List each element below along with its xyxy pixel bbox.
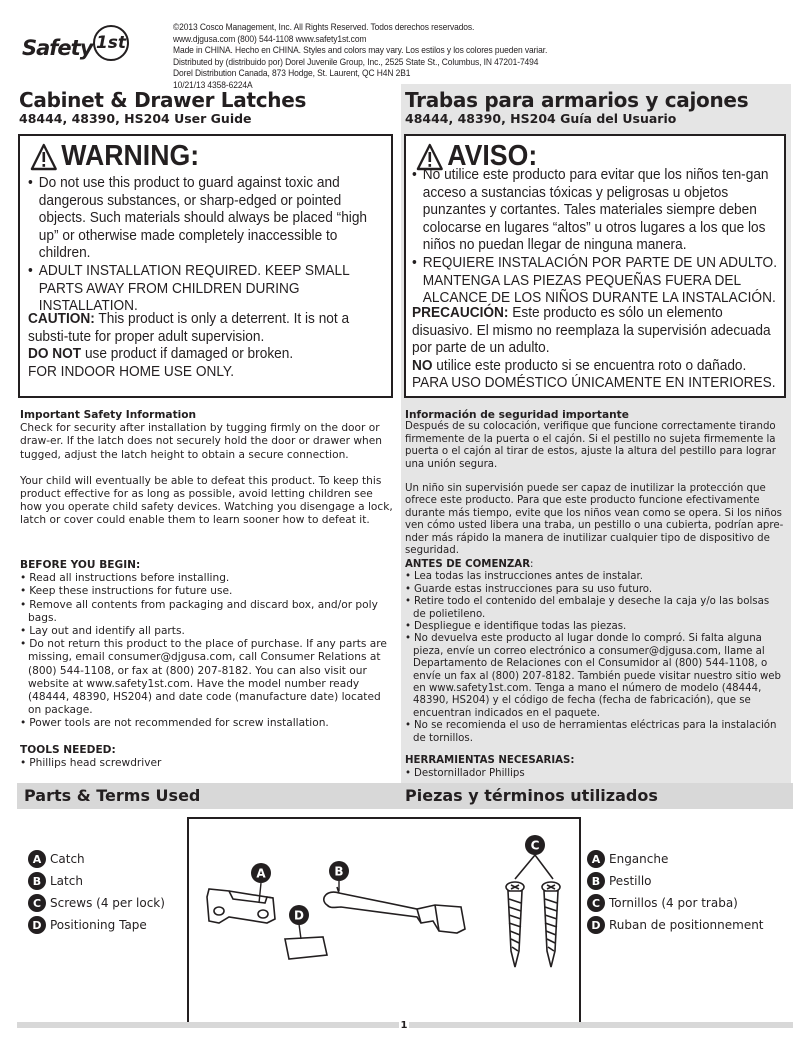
part-letter-badge: B <box>587 872 605 890</box>
diagram-label-b <box>329 861 349 891</box>
svg-text:D: D <box>294 908 304 923</box>
safety-heading-en: Important Safety Information <box>20 409 197 421</box>
warning-box-es <box>404 134 786 398</box>
list-item: • Guarde estas instrucciones para su uso futuro. <box>405 584 785 596</box>
list-item: • No se recomienda el uso de herramientas eléctricas para la instalación de tornillos. <box>405 720 785 745</box>
part-letter-badge: A <box>28 850 46 868</box>
part-letter-badge: D <box>28 916 46 934</box>
subtitle-en: 48444, 48390, HS204 User Guide <box>19 111 252 126</box>
svg-text:B: B <box>334 864 344 879</box>
list-item: • Read all instructions before installing. <box>20 572 396 585</box>
safety-heading-es: Información de seguridad importante <box>405 409 629 421</box>
safety-1st-logo <box>22 22 132 66</box>
warning-bullet: • Do not use this product to guard against toxic and dangerous substances, or sharp-edged or pointed objects. Such materials should always be placed “high up” or otherwise made completely inaccessible to children. <box>28 174 368 262</box>
caution-label-es: PRECAUCIÓN: <box>412 304 509 321</box>
warning-bullet: • REQUIERE INSTALACIÓN POR PARTE DE UN ADULTO. MANTENGA LAS PIEZAS PEQUEÑAS FUERA DEL ALCANCE DE LOS NIÑOS DURANTE LA INSTALACIÓN. <box>412 253 777 307</box>
legal-line: Dorel Distribution Canada, 873 Hodge, St. Laurent, QC H4N 2B1 <box>173 68 411 79</box>
before-heading-en: BEFORE YOU BEGIN: <box>20 559 141 571</box>
caution-en: CAUTION: This product is only a deterrent. It is not a substi-tute for proper adult supervision. DO NOT use product if damaged or broken. FOR INDOOR HOME USE ONLY. <box>28 310 388 380</box>
safety-paragraph: Un niño sin supervisión puede ser capaz de inutilizar la protección que ofrece este producto. Para que este producto funcione efectivamente durante más tiempo, evite que los niños vean como se opera. Si los niños ven cómo usted libera una traba, un pestillo o una cubierta, podrían apre-nder más rápido la manera de inutilizar cualquier tipo de dispositivo de seguridad. <box>405 483 784 557</box>
legal-line: ©2013 Cosco Management, Inc. All Rights Reserved. Todos derechos reservados. <box>173 22 475 32</box>
donot-label-en: DO NOT <box>28 345 82 363</box>
diagram-label-d <box>289 905 309 939</box>
tools-heading-en: TOOLS NEEDED: <box>20 743 116 756</box>
part-label: Catch <box>50 852 85 866</box>
caution-es: PRECAUCIÓN: Este producto es sólo un elemento disuasivo. El mismo no reemplaza la supervisión adecuada por parte de un adulto. NO utilice este producto si se encuentra roto o dañado. PARA USO DOMÉSTICO ÚNICAMENTE EN INTERIORES. <box>412 304 776 392</box>
before-you-begin-en <box>20 559 396 770</box>
parts-illustration <box>189 819 579 1023</box>
part-label: Tornillos (4 por traba) <box>609 896 738 910</box>
legend-item <box>28 848 165 870</box>
screws <box>506 855 560 967</box>
list-item: • Power tools are not recommended for screw installation. <box>20 717 396 730</box>
list-item: • Lea todas las instrucciones antes de instalar. <box>405 571 785 583</box>
warning-triangle-icon <box>30 143 58 171</box>
legal-notice <box>173 22 573 92</box>
parts-diagram <box>187 817 581 1025</box>
warning-box-en <box>18 134 393 398</box>
before-list-en <box>20 572 396 730</box>
warning-list-en <box>28 174 388 315</box>
warning-title-en: WARNING: <box>61 140 200 172</box>
title-es: Trabas para armarios y cajones <box>405 88 749 112</box>
warning-bullet: • ADULT INSTALLATION REQUIRED. KEEP SMALL PARTS AWAY FROM CHILDREN DURING INSTALLATION. <box>28 261 350 315</box>
subtitle-es-models: 48444, 48390, HS204 <box>405 111 556 126</box>
safety-paragraph: Después de su colocación, verifique que funcione correctamente tirando firmemente de la puerta o el cajón. Si el pestillo no sujeta firmemente la puerta o el cajón al tirar de estos, ajuste la altura del pestillo para lograr una unión segura. <box>405 421 776 470</box>
svg-text:C: C <box>530 838 540 853</box>
legal-line: Distributed by (distribuido por) Dorel Juvenile Group, Inc., 2525 State St., Columbus, IN 47201-7494 <box>173 56 539 67</box>
part-label: Pestillo <box>609 874 652 888</box>
list-item: • Keep these instructions for future use. <box>20 585 396 598</box>
before-heading-es-wrap: ANTES DE COMENZAR: <box>405 559 534 570</box>
list-item: • Phillips head screwdriver <box>20 757 396 770</box>
diagram-label-c <box>525 835 545 855</box>
part-letter-badge: C <box>587 894 605 912</box>
before-list-es <box>405 571 785 745</box>
legal-line: Made in CHINA. Hecho en CHINA. Styles and colors may vary. Los estilos y los colores pueden variar. <box>173 45 548 56</box>
parts-legend-en <box>28 848 165 936</box>
parts-title-es: Piezas y términos utilizados <box>405 786 658 805</box>
legal-line: 10/21/13 4358-6224A <box>173 79 253 90</box>
parts-legend-es <box>587 848 764 936</box>
part-label: Latch <box>50 874 83 888</box>
logo-mark: 1st <box>93 25 129 61</box>
list-item: • Remove all contents from packaging and discard box, and/or poly bags. <box>20 599 396 625</box>
legend-item <box>587 848 764 870</box>
part-label: Screws (4 per lock) <box>50 896 165 910</box>
legend-item <box>587 914 764 936</box>
part-label: Ruban de positionnement <box>609 918 764 932</box>
list-item: • No devuelva este producto al lugar donde lo compró. Si falta alguna pieza, envíe un correo electrónico a consumer@djgusa.com, llame al Departamento de Relaciones con el Consumidor al (800) 544-1108, o envíe un fax al (800) 207-8182. También puede visitar nuestro sitio web en www.safety1st.com. Tenga a mano el número de modelo (48444, 48390, HS204) y el código de fecha (fecha de fabricación), que se encuentran indicados en el paquete. <box>405 633 785 720</box>
before-heading-es: ANTES DE COMENZAR <box>405 559 531 570</box>
parts-title-en: Parts & Terms Used <box>24 786 201 805</box>
logo-text: Safety <box>22 36 93 60</box>
list-item: • Despliegue e identifique todas las piezas. <box>405 621 785 633</box>
legend-item <box>587 870 764 892</box>
tools-list-es <box>405 768 785 780</box>
legend-item <box>28 892 165 914</box>
part-label: Positioning Tape <box>50 918 147 932</box>
tools-list-en <box>20 757 396 770</box>
part-letter-badge: B <box>28 872 46 890</box>
part-letter-badge: C <box>28 894 46 912</box>
page-number: 1 <box>400 1020 408 1031</box>
indoor-use-en: FOR INDOOR HOME USE ONLY. <box>28 362 235 380</box>
title-en: Cabinet & Drawer Latches <box>19 88 307 112</box>
catch-part <box>207 889 275 923</box>
before-you-begin-es <box>405 559 785 780</box>
warning-bullet: • No utilice este producto para evitar que los niños ten-gan acceso a sustancias tóxicas y peligrosas u objetos punzantes y cortantes. Tales materiales siempre deben colocarse en lugares “altos” u otros lugares a los que los niños no puedan llegar de ninguna manera. <box>412 166 769 254</box>
subtitle-es-guide: Guía del Usuario <box>555 111 677 126</box>
latch-part <box>324 887 465 933</box>
tools-heading-es: HERRAMIENTAS NECESARIAS: <box>405 755 575 767</box>
legend-item <box>28 870 165 892</box>
indoor-use-es: PARA USO DOMÉSTICO ÚNICAMENTE EN INTERIORES. <box>412 374 776 392</box>
svg-text:A: A <box>256 866 266 881</box>
part-letter-badge: D <box>587 916 605 934</box>
warning-list-es <box>412 166 777 307</box>
list-item: • Lay out and identify all parts. <box>20 625 396 638</box>
list-item: • Destornillador Phillips <box>405 768 785 780</box>
list-item: • Do not return this product to the place of purchase. If any parts are missing, email consumer@djgusa.com, call Consumer Relations at (800) 544-1108, or fax at (800) 207-8182. You can also visit our website at www.safety1st.com. Have the model number ready (48444, 48390, HS204) and date code (manufacture date) located on package. <box>20 638 396 717</box>
subtitle-es <box>405 111 676 126</box>
legend-item <box>28 914 165 936</box>
safety-paragraph: Check for security after installation by tugging firmly on the door or draw-er. If the latch does not securely hold the door or drawer when tugged, adjust the latch height to obtain a secure connection. <box>20 422 382 461</box>
positioning-tape <box>285 937 327 959</box>
part-letter-badge: A <box>587 850 605 868</box>
caution-label-en: CAUTION: <box>28 310 95 327</box>
legend-item <box>587 892 764 914</box>
legal-line: www.djgusa.com (800) 544-1108 www.safety1st.com <box>173 33 367 44</box>
safety-info-en <box>20 409 396 528</box>
warning-heading-en <box>30 140 199 173</box>
safety-info-es <box>405 409 785 557</box>
warning-title-es: AVISO: <box>447 140 538 172</box>
donot-label-es: NO <box>412 356 433 374</box>
list-item: • Retire todo el contenido del embalaje y deseche la caja y/o las bolsas de polietileno. <box>405 596 785 621</box>
safety-paragraph: Your child will eventually be able to defeat this product. To keep this product effective for as long as possible, avoid letting children see how you operate child safety devices. Watching you disengage a lock, latch or cover could enable them to learn sooner how to defeat it. <box>20 474 393 527</box>
part-label: Enganche <box>609 852 669 866</box>
